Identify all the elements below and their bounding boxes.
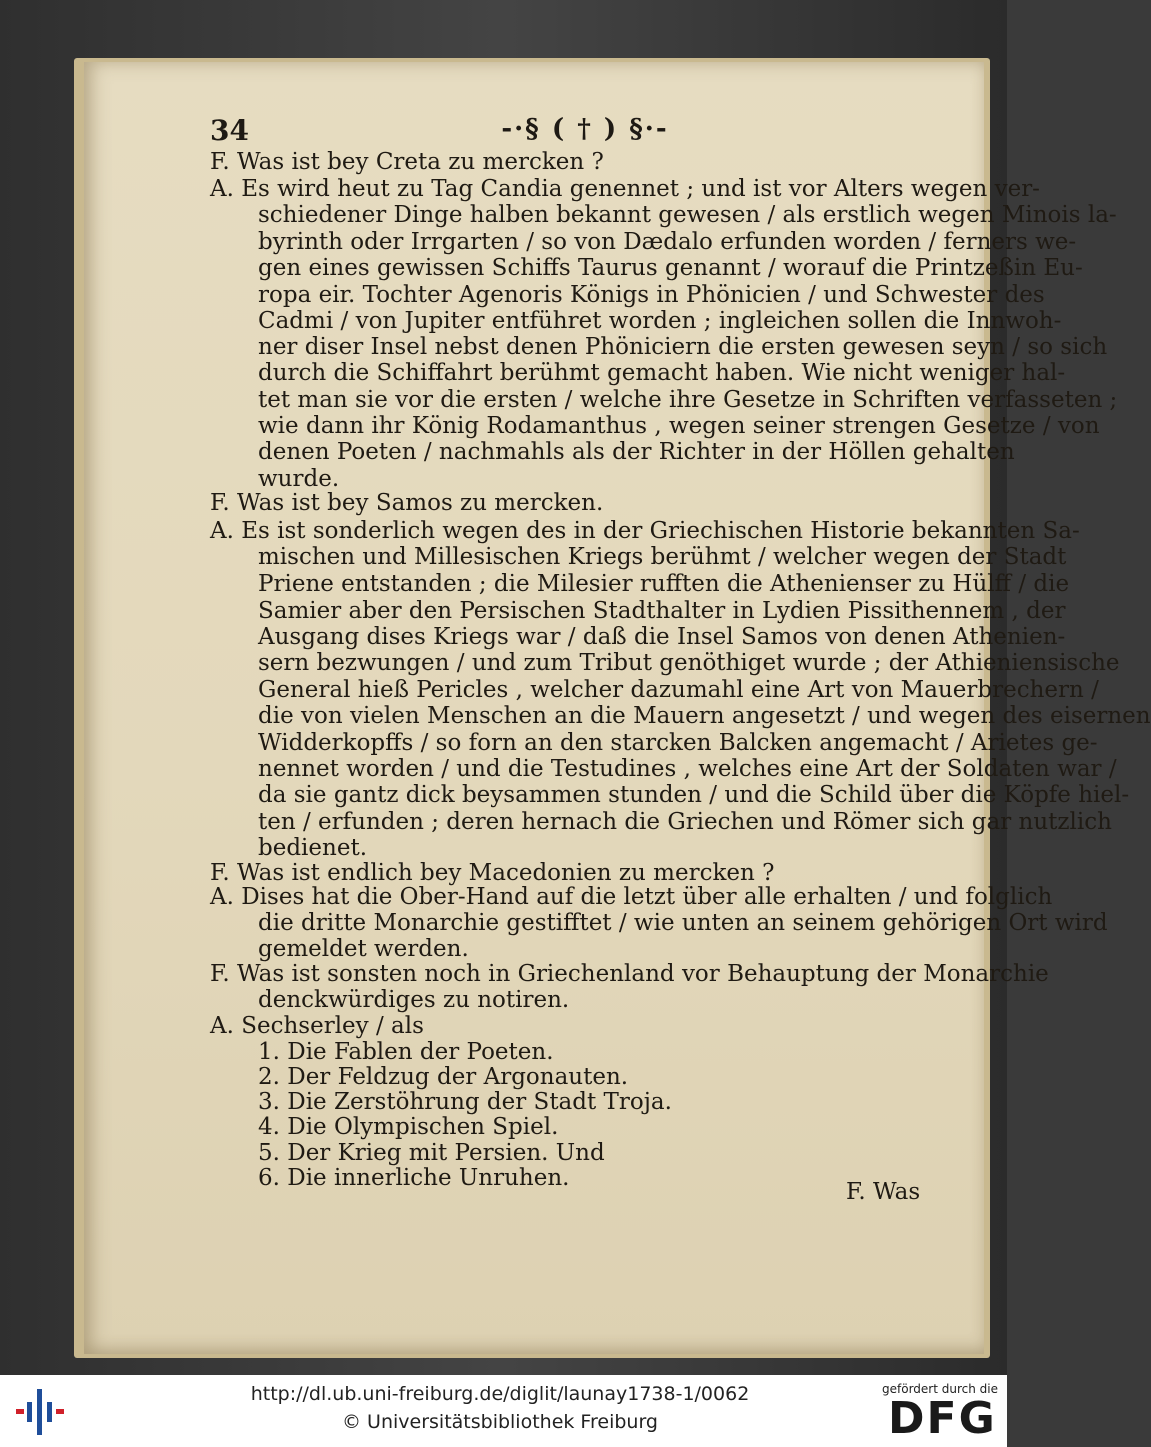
text-line: F. Was ist bey Samos zu mercken. <box>210 490 604 516</box>
dfg-logo: DFG <box>888 1393 997 1444</box>
copyright-notice: © Universitätsbibliothek Freiburg <box>342 1411 658 1433</box>
text-line: wurde. <box>258 466 340 492</box>
text-line: wie dann ihr König Rodamanthus , wegen seiner strengen Gesetze / von <box>258 413 1100 439</box>
text-line: A. Es ist sonderlich wegen des in der Griechischen Historie bekannten Sa- <box>210 518 1080 544</box>
text-line: schiedener Dinge halben bekannt gewesen / als erstlich wegen Minois la- <box>258 202 1117 228</box>
text-line: mischen und Millesischen Kriegs berühmt / welcher wegen der Stadt <box>258 544 1067 570</box>
text-line: A. Es wird heut zu Tag Candia genennet ; und ist vor Alters wegen ver- <box>210 176 1040 202</box>
text-line: 3. Die Zerstöhrung der Stadt Troja. <box>258 1089 672 1115</box>
text-line: Widderkopffs / so forn an den starcken Balcken angemacht / Arietes ge- <box>258 730 1098 756</box>
text-line: Cadmi / von Jupiter entführet worden ; ingleichen sollen die Innwoh- <box>258 308 1062 334</box>
text-line: F. Was ist endlich bey Macedonien zu mercken ? <box>210 860 775 886</box>
text-line: da sie gantz dick beysammen stunden / und die Schild über die Köpfe hiel- <box>258 782 1130 808</box>
page-number: 34 <box>210 114 249 147</box>
text-line: tet man sie vor die ersten / welche ihre Gesetze in Schriften verfasseten ; <box>258 387 1118 413</box>
text-line: die von vielen Menschen an die Mauern angesetzt / und wegen des eisernen <box>258 703 1151 729</box>
text-line: ten / erfunden ; deren hernach die Griechen und Römer sich gar nutzlich <box>258 809 1112 835</box>
text-line: 1. Die Fablen der Poeten. <box>258 1039 554 1065</box>
text-line: byrinth oder Irrgarten / so von Dædalo erfunden worden / ferners we- <box>258 229 1077 255</box>
text-line: denen Poeten / nachmahls als der Richter in der Höllen gehalten <box>258 439 1015 465</box>
text-line: Priene entstanden ; die Milesier rufften die Athenienser zu Hülff / die <box>258 571 1070 597</box>
text-line: Samier aber den Persischen Stadthalter in Lydien Pissithennem , der <box>258 598 1066 624</box>
text-line: gen eines gewissen Schiffs Taurus genannt / worauf die Printzeßin Eu- <box>258 255 1083 281</box>
text-line: A. Dises hat die Ober-Hand auf die letzt über alle erhalten / und folglich <box>210 884 1053 910</box>
text-line: ner diser Insel nebst denen Phöniciern die ersten gewesen seyn / so sich <box>258 334 1108 360</box>
text-line: denckwürdiges zu notiren. <box>258 987 570 1013</box>
text-line: 4. Die Olympischen Spiel. <box>258 1114 559 1140</box>
text-line: General hieß Pericles , welcher dazumahl eine Art von Mauerbrechern / <box>258 677 1099 703</box>
text-line: 5. Der Krieg mit Persien. Und <box>258 1140 605 1166</box>
text-line: 2. Der Feldzug der Argonauten. <box>258 1064 629 1090</box>
text-line: A. Sechserley / als <box>210 1013 424 1039</box>
text-line: die dritte Monarchie gestifftet / wie unten an seinem gehörigen Ort wird <box>258 910 1108 936</box>
permalink-url[interactable]: http://dl.ub.uni-freiburg.de/diglit/launay1738-1/0062 <box>250 1383 750 1405</box>
text-line: nennet worden / und die Testudines , welches eine Art der Soldaten war / <box>258 756 1117 782</box>
text-line: gemeldet werden. <box>258 936 469 962</box>
text-line: Ausgang dises Kriegs war / daß die Insel Samos von denen Athenien- <box>258 624 1066 650</box>
text-line: 6. Die innerliche Unruhen. <box>258 1165 570 1191</box>
text-line: sern bezwungen / und zum Tribut genöthiget wurde ; der Athieniensische <box>258 650 1120 676</box>
footer-bar <box>0 1375 1007 1447</box>
header-ornament: -·§ ( † ) §·- <box>501 114 669 144</box>
text-line: ropa eir. Tochter Agenoris Königs in Phönicien / und Schwester des <box>258 282 1045 308</box>
funding-caption: gefördert durch die <box>882 1382 998 1396</box>
library-logo-icon <box>16 1389 64 1435</box>
text-line: durch die Schiffahrt berühmt gemacht haben. Wie nicht weniger hal- <box>258 360 1066 386</box>
text-line: bedienet. <box>258 835 368 861</box>
text-line: F. Was ist sonsten noch in Griechenland vor Behauptung der Monarchie <box>210 961 1049 987</box>
text-line: F. Was ist bey Creta zu mercken ? <box>210 149 604 175</box>
catchword: F. Was <box>846 1179 921 1205</box>
